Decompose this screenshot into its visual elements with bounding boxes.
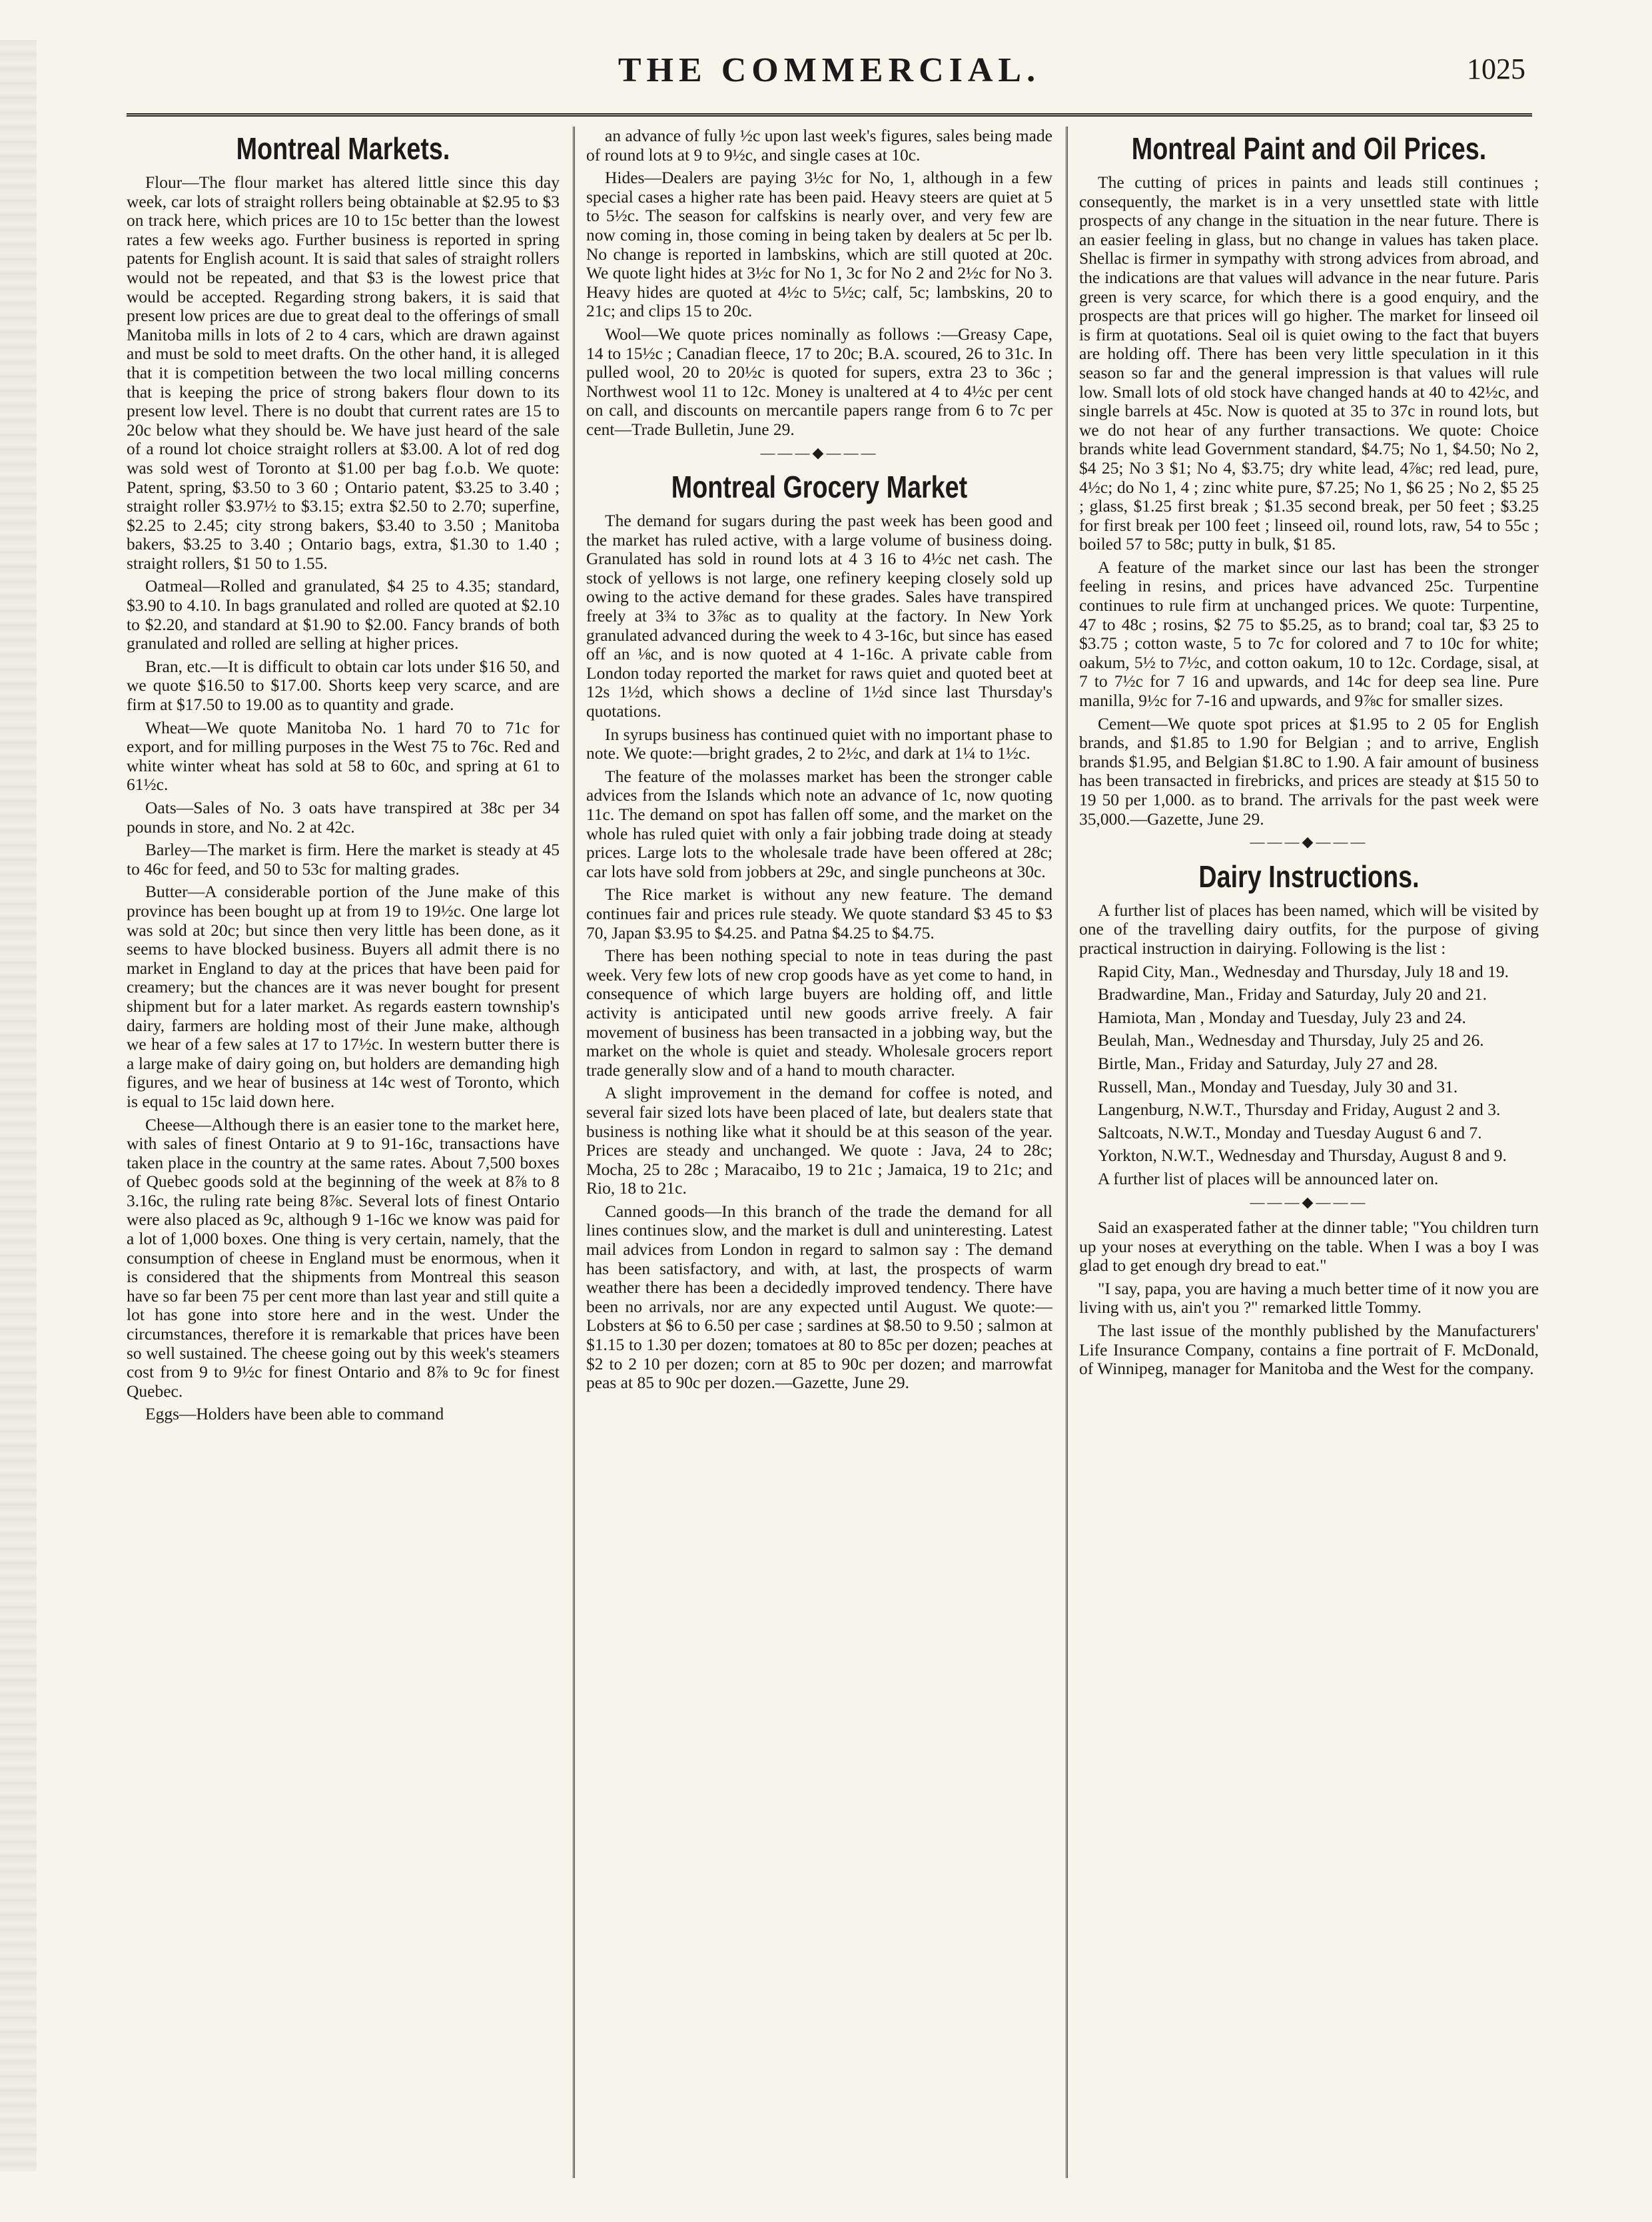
paragraph: In syrups business has continued quiet with no important phase to note. We quote:—bright grades, 2 to 2½c, and dark at 1¼ to 1½c. xyxy=(586,724,1052,763)
section-divider xyxy=(586,444,1052,463)
paragraph: A further list of places will be announced later on. xyxy=(1098,1168,1439,1188)
paragraph: Birtle, Man., Friday and Saturday, July 27 and 28. xyxy=(1098,1053,1438,1073)
paragraph: Oatmeal—Rolled and granulated, $4 25 to 4.35; standard, $3.90 to 4.10. In bags granulated and rolled are quoted at $2.10 to $2.20, and standard at $1.90 to $2.00. Fancy brands of both granulated and rolled are selling at higher prices. xyxy=(127,576,560,653)
article-title-paint-oil: Montreal Paint and Oil Prices. xyxy=(1131,131,1487,166)
page-number: 1025 xyxy=(1467,53,1525,85)
paragraph: Langenburg, N.W.T., Thursday and Friday, August 2 and 3. xyxy=(1098,1100,1501,1120)
paragraph: Yorkton, N.W.T., Wednesday and Thursday, August 8 and 9. xyxy=(1098,1146,1507,1166)
paragraph: Cement—We quote spot prices at $1.95 to 2 05 for English brands, and $1.85 to 1.90 for Belgian ; and to arrive, English brands $1.95, and Belgian $1.8C to 1.90. A fair amount of business has been transacted in firebricks, and prices are steady at $15 50 to 19 50 per 1,000. as to brand. The arrivals for the past week were 35,000.—Gazette, June 29. xyxy=(1079,713,1539,829)
paragraph: The cutting of prices in paints and leads still continues ; consequently, the market is in a very unsettled state with little prospects of any change in the situation in the near future. There is an easier feeling in glass, but no change in values has taken place. Shellac is firmer in sympathy with strong advices from abroad, and the indications are that values will advance in the near future. Paris green is very scarce, for which there is a good enquiry, and the prospects are that prices will go higher. The market for linseed oil is firm at quotations. Seal oil is quiet owing to the fact that buyers are holding off. There has been very little speculation in it this season so far and the general impression is that values will rule low. Small lots of old stock have changed hands at 40 to 42½c, and single barrels at 45c. Now is quoted at 35 to 37c in round lots, but we do not hear of any further transactions. We quote: Choice brands white lead Government standard, $4.75; No 1, $4.50; No 2, $4 25; No 3 $1; No 4, $3.75; dry white lead, 4⅞c; red lead, pure, 4½c; do No 1, 4 ; zinc white pure, $7.25; No 1, $6 25 ; No 2, $5 25 ; glass, $1.25 first break ; $1.35 second break, per 50 feet ; $3.25 for first break per 100 feet ; linseed oil, round lots, raw, 54 to 55c ; boiled 57 to 58c; putty in bulk, $1 85. xyxy=(1079,173,1539,554)
paragraph: A slight improvement in the demand for coffee is noted, and several fair sized lots have been placed of late, but dealers state that business is nothing like what it should be at this season of the year. Prices are steady and unchanged. We quote : Java, 24 to 28c; Mocha, 25 to 28c ; Maracaibo, 19 to 21c ; Jamaica, 19 to 21c; and Rio, 18 to 21c. xyxy=(586,1083,1052,1198)
paragraph: A further list of places has been named, which will be visited by one of the travelling dairy outfits, for the purpose of giving practical instruction in dairying. Following is the list : xyxy=(1079,900,1539,958)
paragraph: Barley—The market is firm. Here the market is steady at 45 to 46c for feed, and 50 to 53c for malting grades. xyxy=(127,840,560,879)
paragraph: Hides—Dealers are paying 3½c for No, 1, although in a few special cases a higher rate has been paid. Heavy steers are quiet at 5 to 5½c. The season for calfskins is nearly over, and very few are now coming in, those coming in being taken by dealers at 5c per lb. No change is reported in lambskins, which are still quoted at 20c. We quote light hides at 3½c for No 1, 3c for No 2 and 2½c for No 3. Heavy hides are quoted at 4½c to 5½c; calf, 5c; lambskins, 20 to 21c; and clips 15 to 20c. xyxy=(586,168,1052,321)
article-body-paint-oil xyxy=(1079,173,1539,829)
section-divider xyxy=(1079,1193,1539,1212)
paragraph: "I say, papa, you are having a much better time of it now you are living with us, ain't you ?" remarked little Tommy. xyxy=(1079,1278,1539,1317)
paragraph: Bradwardine, Man., Friday and Saturday, July 20 and 21. xyxy=(1098,984,1487,1004)
article-body-dairy-instructions xyxy=(1079,901,1539,1189)
masthead: THE COMMERCIAL. xyxy=(618,51,1041,89)
paragraph: There has been nothing special to note in teas during the past week. Very few lots of new crop goods have as yet come to hand, in consequence of which large buyers are holding off, and little activity is anticipated until new goods arrive freely. A fair movement of business has been transacted in a jobbing way, but the market on the whole is quiet and steady. Wholesale grocers report trade generally slow and of a hand to mouth character. xyxy=(586,946,1052,1080)
article-title-montreal-markets: Montreal Markets. xyxy=(236,131,450,166)
article-body-miscellany xyxy=(1079,1218,1539,1379)
paragraph: Cheese—Although there is an easier tone to the market here, with sales of finest Ontario at 9 to 91-16c, transactions have taken place in the country at the same rates. About 7,500 boxes of Quebec goods sold at the beginning of the week at 8⅞ to 8 3.16c, the ruling rate being 8⅞c. Several lots of finest Ontario were also placed as 9c, although 9 1-16c we know was paid for a lot of 1,000 boxes. One thing is very certain, namely, that the consumption of cheese in England must be enormous, when it is considered that the shipments from Montreal this season have so far been 75 per cent more than last year and still quite a lot has gone into store here and in the west. Under the circumstances, therefore it is remarkable that prices have been so well sustained. The cheese going out by this week's steamers cost from 9 to 9½c for finest Ontario and 8⅞ to 9c for finest Quebec. xyxy=(127,1114,560,1401)
paragraph: Canned goods—In this branch of the trade the demand for all lines continues slow, and the market is dull and uninteresting. Latest mail advices from London in regard to salmon say : The demand has been satisfactory, and with, at last, the prospects of warm weather there has been a decidedly improved tendency. There have been no arrivals, nor are any expected until August. We quote:—Lobsters at $6 to 6.50 per case ; sardines at $8.50 to 9.50 ; salmon at $1.15 to 1.30 per dozen; tomatoes at 80 to 85c per dozen; peaches at $2 to 2 10 per dozen; corn at 85 to 90c per dozen; and marrowfat peas at 85 to 90c per dozen.—Gazette, June 29. xyxy=(586,1201,1052,1393)
section-divider xyxy=(1079,833,1539,852)
paragraph: Wool—We quote prices nominally as follows :—Greasy Cape, 14 to 15½c ; Canadian fleece, 17 to 20c; B.A. scoured, 26 to 31c. In pulled wool, 20 to 20½c is quoted for supers, extra 23 to 36c ; Northwest wool 11 to 12c. Money is unaltered at 4 to 4½c per cent on call, and discounts on mercantile papers range from 6 to 7c per cent—Trade Bulletin, June 29. xyxy=(586,324,1052,439)
paragraph: The demand for sugars during the past week has been good and the market has ruled active, with a large volume of business doing. Granulated has sold in round lots at 4 3 16 to 4½c net cash. The stock of yellows is not large, one refinery keeping closely sold up owing to the active demand for these grades. Sales have transpired freely at 3¾ to 3⅞c as to quality at the factory. In New York granulated advanced during the week to 4 3-16c, but since has eased off an ⅛c, and is now quoted at 4 1-16c. A private cable from London today reported the market for raws quiet and quoted beet at 12s 1½d, which shows a decline of 1½d since last Thursday's quotations. xyxy=(586,511,1052,721)
binding-edge xyxy=(0,40,37,2171)
paragraph: Saltcoats, N.W.T., Monday and Tuesday August 6 and 7. xyxy=(1098,1122,1482,1142)
article-body-grocery-market xyxy=(586,512,1052,1393)
paragraph: Wheat—We quote Manitoba No. 1 hard 70 to 71c for export, and for milling purposes in the West 75 to 76c. Red and white winter wheat has sold at 58 to 60c, and spring at 61 to 61½c. xyxy=(127,717,560,795)
paragraph: Oats—Sales of No. 3 oats have transpired at 38c per 34 pounds in store, and No. 2 at 42c. xyxy=(127,798,560,837)
paragraph: Rapid City, Man., Wednesday and Thursday, July 18 and 19. xyxy=(1098,961,1509,981)
article-title-dairy-instructions: Dairy Instructions. xyxy=(1198,859,1420,894)
column-1 xyxy=(127,127,560,2185)
paragraph: an advance of fully ½c upon last week's figures, sales being made of round lots at 9 to 9½c, and single cases at 10c. xyxy=(586,127,1052,165)
paragraph: Butter—A considerable portion of the June make of this province has been bought up at from 19 to 19½c. One large lot was sold at 20c; but since then very little has been done, as it seems to have blocked business. Buyers all admit there is no market in England to day at the prices that have been paid for creamery; but the chances are it was never bought for present shipment but for a later market. As regards eastern township's dairy, farmers are holding most of their June make, although we hear of a few sales at 17 to 17½c. In western butter there is a large make of dairy going on, but holders are demanding high figures, and we hear of business at 14c west of Toronto, which is equal to 15c laid down here. xyxy=(127,882,560,1111)
page-header xyxy=(127,47,1532,117)
paragraph: A feature of the market since our last has been the stronger feeling in resins, and prices have advanced 25c. Turpentine continues to rule firm at unchanged prices. We quote: Turpentine, 47 to 48c ; rosins, $2 75 to $5.25, as to brand; coal tar, $3 25 to $3.75 ; cotton waste, 5 to 7c for colored and 7 to 10c for white; oakum, 5½ to 7½c, and cotton oakum, 10 to 12c. Cordage, sisal, at 7 to 7½c for 7 16 and upwards, and 14c for deep sea line. Pure manilla, 9½c for 7-16 and upwards, and 9⅞c for smaller sizes. xyxy=(1079,557,1539,711)
article-body-continued xyxy=(586,127,1052,440)
article-body-montreal-markets xyxy=(127,173,560,1424)
paragraph: Flour—The flour market has altered little since this day week, car lots of straight rollers being obtainable at $2.95 to $3 on track here, which prices are 10 to 15c better than the lowest rates a few weeks ago. Further business is reported in spring patents for English acount. It is said that sales of straight rollers would not be repeated, and that $3 is the lowest price that would be accepted. Regarding strong bakers, it is said that present low prices are due to great deal to the offerings of small Manitoba mills in lots of 2 to 4 cars, which are drawn against and must be sold to meet drafts. On the other hand, it is alleged that it is competition between the two local milling concerns that is keeping the price of strong bakers flour down to its present low level. There is no doubt that current rates are 15 to 20c below what they should be. We have just heard of the sale of a round lot choice straight rollers at $3.00. A lot of red dog was sold west of Toronto at $1.00 per bag f.o.b. We quote: Patent, spring, $3.50 to 3 60 ; Ontario patent, $3.25 to 3.40 ; straight roller $3.97½ to $3.15; extra $2.50 to 2.70; superfine, $2.25 to 2.45; city strong bakers, $3.40 to 3.50 ; Manitoba bakers, $3.25 to 3.40 ; Ontario bags, extra, $1.30 to 1.40 ; straight rollers, $1 50 to 1.55. xyxy=(127,173,560,573)
article-title-grocery-market: Montreal Grocery Market xyxy=(671,470,968,505)
paragraph: The Rice market is without any new feature. The demand continues fair and prices rule steady. We quote standard $3 45 to $3 70, Japan $3.95 to $4.25. and Patna $4.25 to $4.75. xyxy=(586,885,1052,942)
column-rule-2 xyxy=(1066,127,1068,2178)
paragraph: Beulah, Man., Wednesday and Thursday, July 25 and 26. xyxy=(1098,1030,1484,1050)
column-2 xyxy=(586,127,1052,2185)
paragraph: The last issue of the monthly published by the Manufacturers' Life Insurance Company, contains a fine portrait of F. McDonald, of Winnipeg, manager for Manitoba and the West for the company. xyxy=(1079,1321,1539,1379)
paragraph: Eggs—Holders have been able to command xyxy=(145,1404,444,1424)
paragraph: Hamiota, Man , Monday and Tuesday, July 23 and 24. xyxy=(1098,1007,1466,1027)
paragraph: The feature of the molasses market has been the stronger cable advices from the Islands which note an advance of 1c, now quoting 11c. The demand on spot has fallen off some, and the market on the whole has ruled quiet with only a fair jobbing trade doing at steady prices. Large lots to the wholesale trade have been offered at 28c; car lots have sold from jobbers at 29c, and single puncheons at 30c. xyxy=(586,766,1052,881)
paragraph: Bran, etc.—It is difficult to obtain car lots under $16 50, and we quote $16.50 to $17.00. Shorts keep very scarce, and are firm at $17.50 to 19.00 as to quantity and grade. xyxy=(127,656,560,715)
column-rule-1 xyxy=(573,127,575,2178)
column-3 xyxy=(1079,127,1539,2185)
paragraph: Said an exasperated father at the dinner table; "You children turn up your noses at everything on the table. When I was a boy I was glad to get enough dry bread to eat." xyxy=(1079,1218,1539,1276)
paragraph: Russell, Man., Monday and Tuesday, July 30 and 31. xyxy=(1098,1076,1458,1096)
